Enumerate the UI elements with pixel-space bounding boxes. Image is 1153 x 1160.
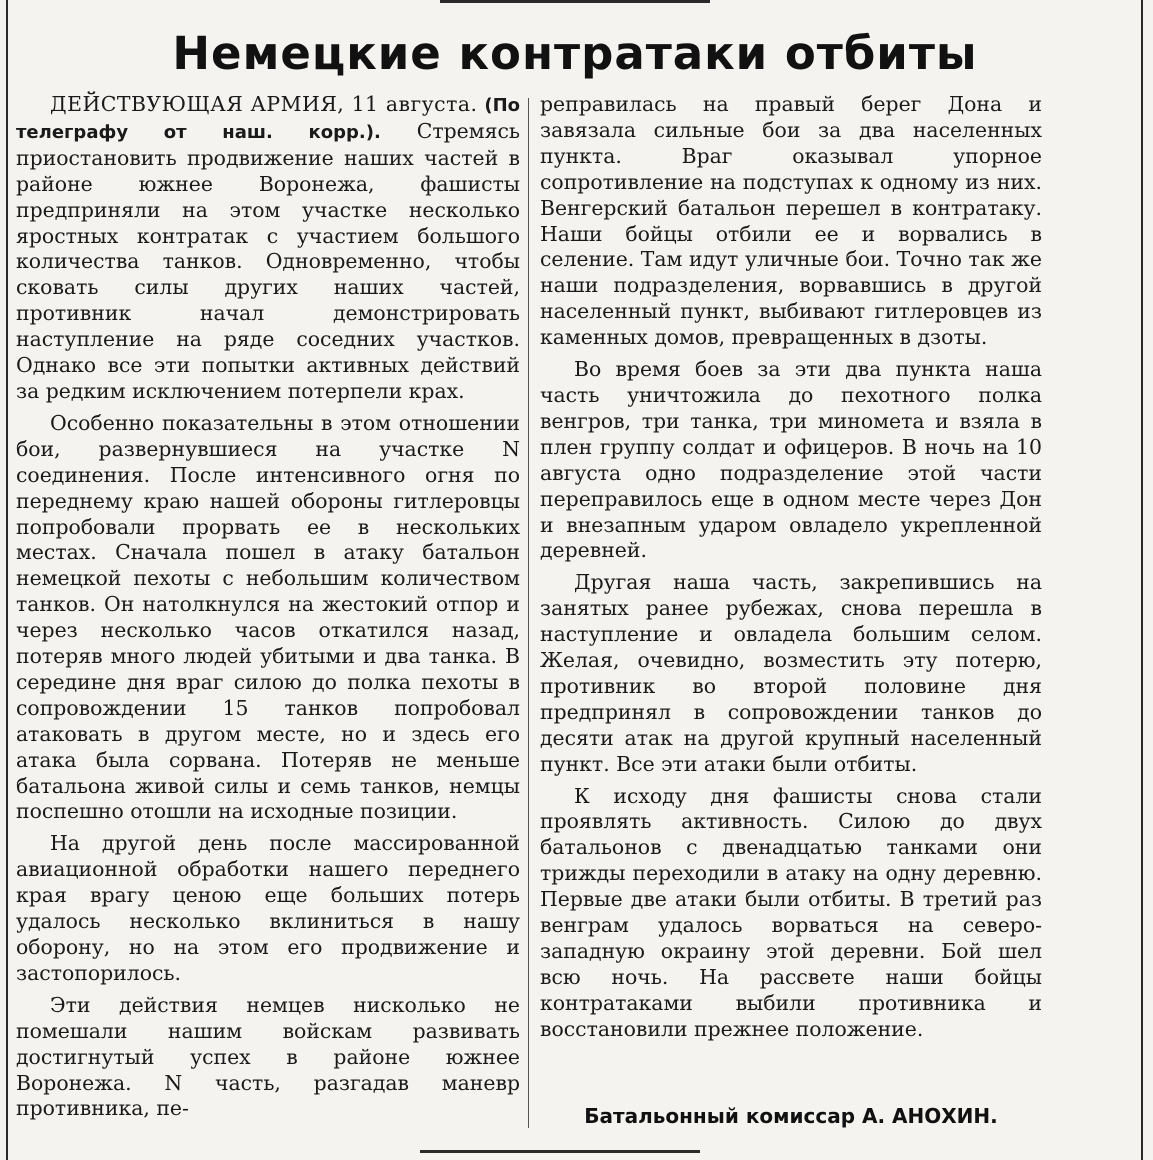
article-paragraph [16, 92, 520, 405]
source-note: (По телеграфу от наш. корр.). [16, 95, 521, 143]
article-paragraph: реправилась на правый берег Дона и завязала сильные бои за два населенных пункта. Враг оказывал упорное сопротивление на подступах к одному из них. Венгерский батальон перешел в контратаку. Наши бойцы отбили ее и ворвались в селение. Там идут уличные бои. Точно так же наши подразделения, ворвавшись в другой населенный пункт, выбивают гитлеровцев из каменных домов, превращенных в дзоты. [540, 92, 1042, 350]
dateline: ДЕЙСТВУЮЩАЯ АРМИЯ, 11 августа. [50, 92, 478, 116]
paragraph-text: Стремясь приостановить продвижение наших частей в районе южнее Воронежа, фашисты предприняли на этом участке несколько яростных контратак с участием большого количества танков. Одновременно, чтобы сковать силы других наших частей, противник начал демонстрировать наступление на ряде соседних участков. Однако все эти попытки активных действий за редким исключением потерпели крах. [16, 118, 520, 403]
article-paragraph: Особенно показательны в этом отношении бои, развернувшиеся на участке N соединения. После интенсивного огня по переднему краю нашей обороны гитлеровцы попробовали прорвать ее в нескольких местах. Сначала пошел в атаку батальон немецкой пехоты с небольшим количеством танков. Он натолкнулся на жестокий отпор и через несколько часов откатился назад, потеряв много людей убитыми и два танка. В середине дня враг силою до полка пехоты в сопровождении 15 танков попробовал атаковать в другом месте, но и здесь его атака была сорвана. Потеряв не меньше батальона живой силы и семь танков, немцы поспешно отошли на исходные позиции. [16, 410, 520, 824]
left-border-rule [6, 0, 8, 1160]
article-paragraph: Во время боев за эти два пункта наша часть уничтожила до пехотного полка венгров, три танка, три миномета и взяла в плен группу солдат и офицеров. В ночь на 10 августа одно подразделение этой части переправилось еще в одном месте через Дон и внезапным ударом овладело укрепленной деревней. [540, 357, 1042, 563]
author-signature: Батальонный комиссар А. АНОХИН. [584, 1104, 998, 1128]
article-column-right [540, 92, 1042, 1043]
bottom-separator-rule [420, 1150, 700, 1153]
column-divider [528, 98, 529, 1128]
article-paragraph: На другой день после массированной авиационной обработки нашего переднего края врагу ценою еще больших потерь удалось несколько вклиниться в нашу оборону, но на этом его продвижение и застопорилось. [16, 831, 520, 985]
article-paragraph: Другая наша часть, закрепившись на занятых ранее рубежах, снова перешла в наступление и овладела большим селом. Желая, очевидно, возместить эту потерю, противник во второй половине дня предпринял в сопровождении танков до десяти атак на другой крупный населенный пункт. Все эти атаки были отбиты. [540, 570, 1042, 776]
right-border-rule [1141, 0, 1143, 1160]
article-paragraph: К исходу дня фашисты снова стали проявлять активность. Силою до двух батальонов с двенадцатью танками они трижды переходили в атаку на одну деревню. Первые две атаки были отбиты. В третий раз венграм удалось ворваться на северо-западную окраину этой деревни. Бой шел всю ночь. На рассвете наши бойцы контратаками выбили противника и восстановили прежнее положение. [540, 783, 1042, 1041]
article-column-left [16, 92, 520, 1122]
top-separator-rule [440, 0, 710, 3]
article-paragraph: Эти действия немцев нисколько не помешали нашим войскам развивать достигнутый успех в районе южнее Воронежа. N часть, разгадав маневр противника, пе- [16, 992, 520, 1121]
article-headline: Немецкие контратаки отбиты [172, 27, 978, 80]
